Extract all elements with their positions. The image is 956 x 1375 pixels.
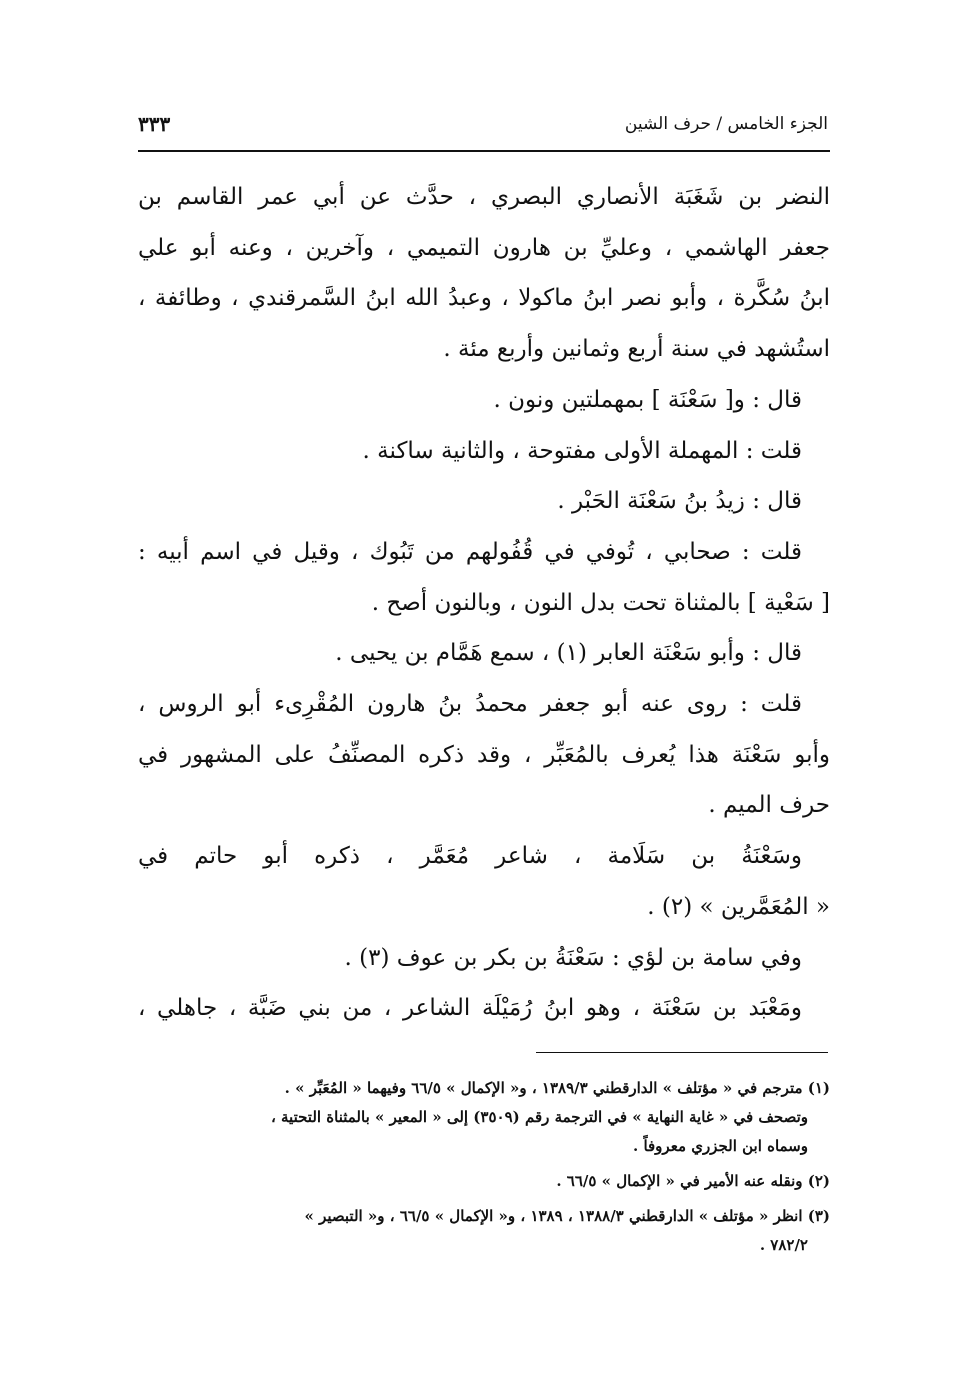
text-line: قال : وأبو سَعْنَة العابر (١) ، سمع هَمَّام بن يحيى . [335, 640, 802, 667]
text-line: النضر بن شَغَبَة الأنصاري البصري ، حدَّث عن أبي عمر القاسم بن [138, 184, 830, 210]
text-line: جعفر الهاشمي ، وعليِّ بن هارون التميمي ، وآخرين ، وعنه أبو علي [138, 234, 830, 261]
text-line: قلت : صحابي ، تُوفي في قُفُولهم من تَبُوك ، وقيل في اسم أبيه : [138, 538, 802, 565]
text-line: قال : زيدُ بنُ سَعْنَة الحَبْر . [557, 488, 802, 515]
footnote-line: (٣) انظر « مؤتلف » الدارقطني ١٣٨٨/٣ ، ١٣٨٩ ، و« الإكمال » ٦٦/٥ ، و« التبصير » [304, 1207, 830, 1225]
text-line: [ سَعْية ] بالمثناة تحت بدل النون ، وبالنون أصح . [371, 589, 830, 616]
footnotes [138, 1074, 830, 1260]
page-number: ٣٣٣ [138, 112, 171, 136]
text-line: استُشهد في سنة أربع وثمانين وأربع مئة . [443, 336, 830, 363]
footnote-line: (٢) ونقله عنه الأمير في « الإكمال » ٦٦/٥ . [556, 1172, 830, 1190]
text-line: وأبو سَعْنَة هذا يُعرف بالمُعَبِّر ، وقد ذكره المصنِّفُ على المشهور في [138, 741, 830, 768]
text-line: قال : و[ سَعْنَة ] بمهملتين ونون . [493, 386, 802, 413]
text-line: قلت : المهملة الأولى مفتوحة ، والثانية ساكنة . [362, 437, 802, 464]
text-line: وسَعْنَةُ بن سَلَامة ، شاعر مُعَمَّر ، ذكره أبو حاتم في [138, 843, 802, 870]
footnote-line: وسماه ابن الجزري معروفاً . [633, 1137, 808, 1155]
text-line: ابنُ سُكَّرة ، وأبو نصر ابنُ ماكولا ، وعبدُ الله ابنُ السَّمرقندي ، وطائفة ، [138, 285, 830, 312]
footnote-line: ٧٨٢/٢ . [759, 1236, 808, 1254]
text-line: وفي سامة بن لؤي : سَعْنَةُ بن بكر بن عوف (٣) . [344, 944, 802, 971]
footnote-rule [536, 1052, 828, 1053]
main-text [138, 172, 830, 1034]
header-rule [138, 150, 830, 152]
text-line: قلت : روى عنه أبو جعفر محمدُ بنُ هارون المُقْرِىء أبو الروس ، [138, 691, 802, 718]
footnote-line: (١) مترجم في « مؤتلف » الدارقطني ١٣٨٩/٣ ، و« الإكمال » ٦٦/٥ وفيهما « المُعَبِّر » . [284, 1079, 830, 1097]
page-header [138, 106, 828, 142]
running-title: الجزء الخامس / حرف الشين [624, 114, 828, 134]
footnote-line: وتصحف في « غاية النهاية » في الترجمة رقم (٣٥٠٩) إلى « المعير » بالمثناة التحتية ، [270, 1108, 808, 1126]
text-line: « المُعَمَّرين » (٢) . [647, 893, 830, 920]
text-line: ومَعْبَد بن سَعْنَة ، وهو ابنُ رُمَيْلَة الشاعر ، من بني ضَبَّة ، جاهلي ، [138, 995, 802, 1022]
text-line: حرف الميم . [708, 792, 830, 819]
